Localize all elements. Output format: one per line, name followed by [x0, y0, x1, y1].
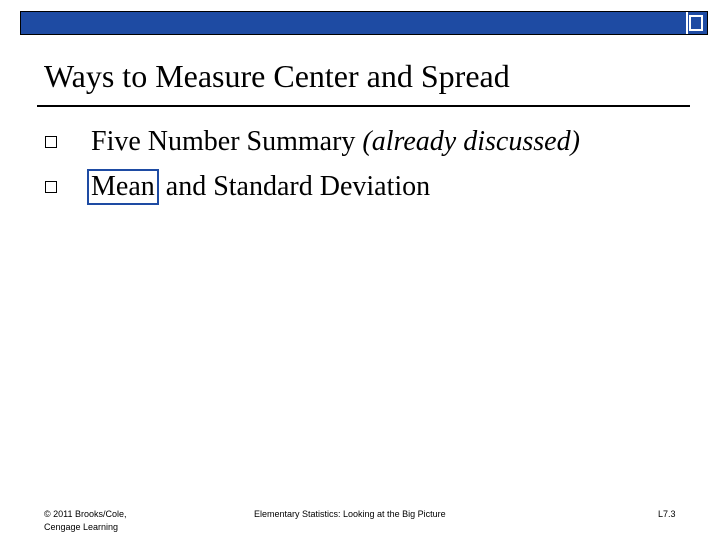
footer-copyright-line2: Cengage Learning [44, 522, 119, 532]
bullet-text [91, 169, 430, 205]
bullet-main-text: Five Number Summary [91, 126, 363, 157]
title-divider [37, 105, 690, 107]
header-bar-fill [24, 15, 688, 31]
bullet-text [91, 124, 580, 160]
mean-highlight-box[interactable]: Mean [87, 169, 159, 205]
footer-book-title: Elementary Statistics: Looking at the Big Picture [254, 509, 446, 519]
footer-slide-number: L7.3 [658, 509, 676, 519]
header-bar-end-square [689, 15, 703, 31]
bullet-main-text: and Standard Deviation [158, 171, 431, 202]
footer-copyright-line1: © 2011 Brooks/Cole, [44, 509, 127, 519]
hollow-square-bullet-icon [45, 181, 57, 193]
hollow-square-bullet-icon [45, 136, 57, 148]
bullet-italic-note: (already discussed) [362, 126, 580, 157]
footer-copyright [44, 508, 164, 534]
slide-title: Ways to Measure Center and Spread [44, 58, 510, 94]
header-bar-separator [686, 12, 688, 34]
header-bar [20, 11, 708, 35]
